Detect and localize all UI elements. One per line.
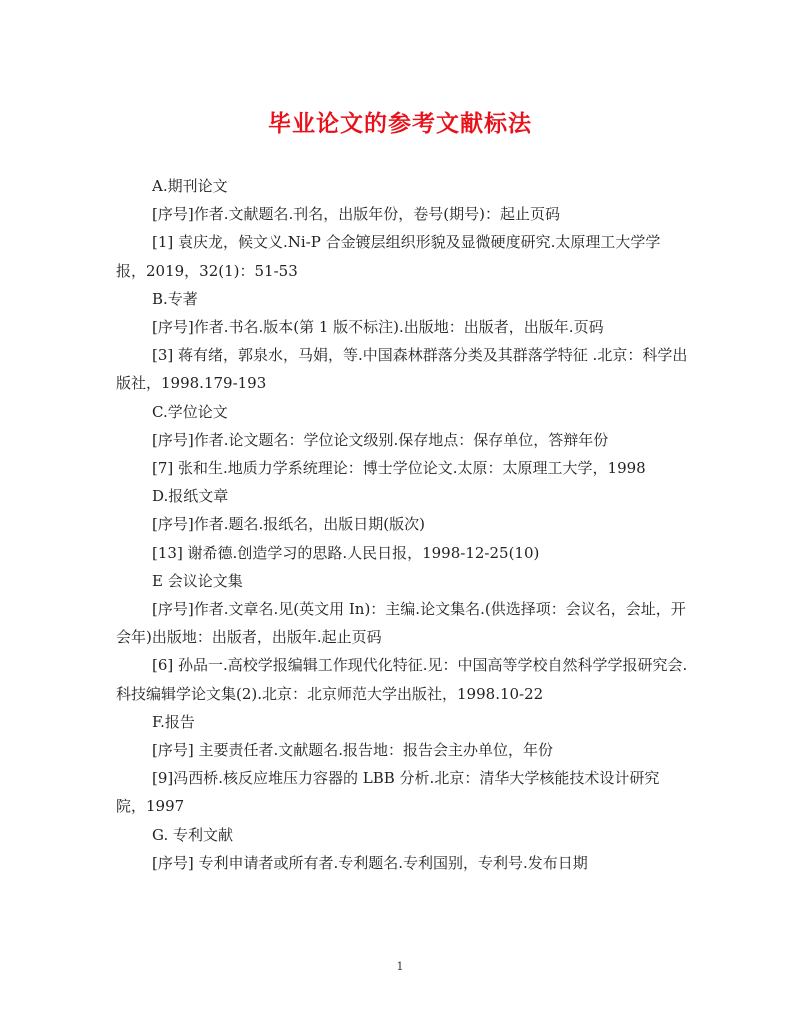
example-monograph: [3] 蒋有绪，郭泉水，马娟，等.中国森林群落分类及其群落学特征 .北京：科学出版社，1998.179-193 xyxy=(116,346,688,393)
format-line-thesis: [序号]作者.论文题名：学位论文级别.保存地点：保存单位，答辩年份 xyxy=(152,430,609,449)
format-line-report: [序号] 主要责任者.文献题名.报告地：报告会主办单位，年份 xyxy=(152,741,554,760)
section-heading-monograph: B.专著 xyxy=(152,289,198,308)
section-heading-report: F.报告 xyxy=(152,712,195,731)
section-heading-proceedings: E 会议论文集 xyxy=(152,571,243,590)
example-proceedings: [6] 孙品一.高校学报编辑工作现代化特征.见：中国高等学校自然科学学报研究会.科技编辑学论文集(2).北京：北京师范大学出版社，1998.10-22 xyxy=(116,656,688,703)
section-heading-newspaper: D.报纸文章 xyxy=(152,487,229,506)
section-heading-patent: G. 专利文献 xyxy=(152,825,233,844)
document-body xyxy=(116,172,688,877)
section-heading-thesis: C.学位论文 xyxy=(152,402,228,421)
format-line-journal: [序号]作者.文献题名.刊名，出版年份，卷号(期号)：起止页码 xyxy=(152,205,560,224)
example-journal: [1] 袁庆龙，候文义.Ni-P 合金镀层组织形貌及显微硬度研究.太原理工大学学报，2019，32(1)：51-53 xyxy=(116,233,661,280)
format-line-patent: [序号] 专利申请者或所有者.专利题名.专利国别，专利号.发布日期 xyxy=(152,853,588,872)
page-title: 毕业论文的参考文献标法 xyxy=(268,110,532,137)
example-report: [9]冯西桥.核反应堆压力容器的 LBB 分析.北京：清华大学核能技术设计研究院，1997 xyxy=(116,769,660,816)
page-number: 1 xyxy=(396,960,404,973)
format-line-monograph: [序号]作者.书名.版本(第 1 版不标注).出版地：出版者，出版年.页码 xyxy=(152,318,604,337)
format-line-proceedings: [序号]作者.文章名.见(英文用 In)：主编.论文集名.(供选择项：会议名，会址，开会年)出版地：出版者，出版年.起止页码 xyxy=(116,600,686,647)
section-heading-journal: A.期刊论文 xyxy=(152,177,228,195)
example-thesis: [7] 张和生.地质力学系统理论：博士学位论文.太原：太原理工大学，1998 xyxy=(152,459,646,478)
example-newspaper: [13] 谢希德.创造学习的思路.人民日报，1998-12-25(10) xyxy=(152,543,540,562)
format-line-newspaper: [序号]作者.题名.报纸名，出版日期(版次) xyxy=(152,515,425,534)
